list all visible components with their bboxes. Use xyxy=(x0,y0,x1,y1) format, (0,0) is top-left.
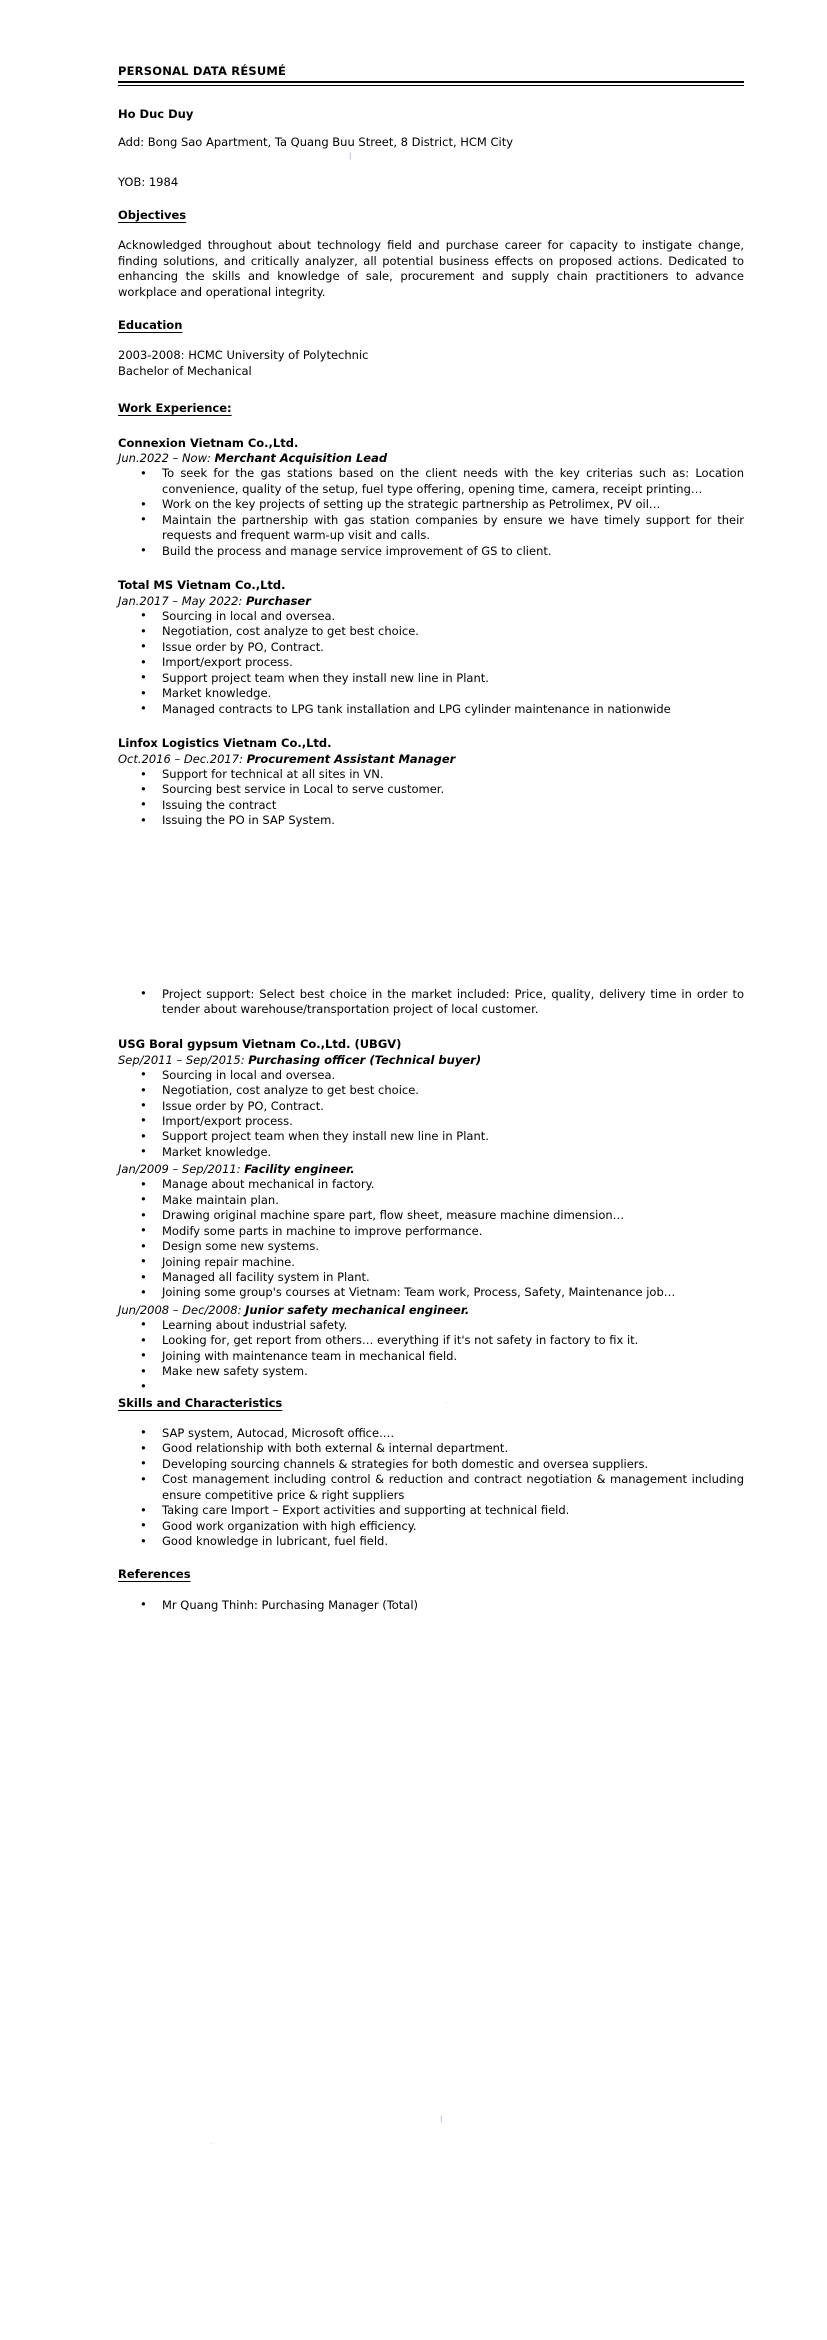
job-entry xyxy=(118,1037,744,1161)
list-item: • Cost management including control & reduction and contract negotiation & management including ensure competitive price & right suppliers xyxy=(118,1472,744,1503)
job-company: Connexion Vietnam Co.,Ltd. xyxy=(118,435,299,450)
list-item: • Drawing original machine spare part, flow sheet, measure machine dimension… xyxy=(118,1208,744,1223)
job-period: Sep/2011 – Sep/2015: xyxy=(118,1052,249,1067)
objectives-heading: Objectives xyxy=(118,208,187,223)
list-item: • Good knowledge in lubricant, fuel field. xyxy=(118,1534,744,1549)
list-item: • Project support: Select best choice in the market included: Price, quality, delivery time in order to tender about warehouse/transportation project of local customer. xyxy=(118,987,744,1018)
list-item: • Support for technical at all sites in VN. xyxy=(118,767,744,782)
list-item: • Looking for, get report from others… everything if it's not safety in factory to fix it. xyxy=(118,1333,744,1348)
job-company: Total MS Vietnam Co.,Ltd. xyxy=(118,578,286,593)
work-experience-section xyxy=(118,383,744,416)
list-item: • To seek for the gas stations based on the client needs with the key criterias such as: Location convenience, quality of the setup, fuel type offering, opening time, camera, receipt printing… xyxy=(118,466,744,497)
scan-artifact-mark: · xyxy=(210,2140,213,2148)
job-period-role xyxy=(118,451,744,466)
list-item: • Managed all facility system in Plant. xyxy=(118,1270,744,1285)
objectives-text: Acknowledged throughout about technology field and purchase career for capacity to instigate change, finding solutions, and critically analyzer, all potential business effects on proposed actions. Dedicated to enhancing the skills and knowledge of sale, procurement and supply chain practitioners to advance workplace and operational integrity. xyxy=(118,238,744,299)
education-heading: Education xyxy=(118,318,183,333)
list-item: • Good relationship with both external & internal department. xyxy=(118,1441,744,1456)
list-item: • Support project team when they install new line in Plant. xyxy=(118,1129,744,1144)
job-period: Jun/2008 – Dec/2008: xyxy=(118,1302,246,1317)
references-bullet-list xyxy=(118,1598,744,1613)
list-item: • Maintain the partnership with gas station companies by ensure we have timely support for their requests and frequent warm-up visit and calls. xyxy=(118,513,744,544)
list-item: • Design some new systems. xyxy=(118,1239,744,1254)
job-role: Purchasing officer (Technical buyer) xyxy=(248,1052,482,1067)
scan-artifact-mark: · xyxy=(445,1399,448,1407)
list-item: • Market knowledge. xyxy=(118,1145,744,1160)
job-period-role xyxy=(118,752,744,767)
skills-heading: Skills and Characteristics xyxy=(118,1395,283,1410)
list-item: • Modify some parts in machine to improve performance. xyxy=(118,1224,744,1239)
job-company: Linfox Logistics Vietnam Co.,Ltd. xyxy=(118,736,332,751)
job-entry xyxy=(118,436,744,560)
list-item: • SAP system, Autocad, Microsoft office.… xyxy=(118,1426,744,1441)
list-item: • Learning about industrial safety. xyxy=(118,1318,744,1333)
list-item: • Negotiation, cost analyze to get best choice. xyxy=(118,624,744,639)
education-details xyxy=(118,348,744,379)
job-role: Merchant Acquisition Lead xyxy=(214,451,388,466)
list-item: • Issue order by PO, Contract. xyxy=(118,640,744,655)
job-bullet-list xyxy=(118,1068,744,1161)
references-section xyxy=(118,1549,744,1582)
job-bullet-list xyxy=(118,1177,744,1301)
list-item: • Joining with maintenance team in mechanical field. xyxy=(118,1349,744,1364)
job-role: Purchaser xyxy=(245,594,311,609)
list-item-empty xyxy=(118,1380,744,1395)
education-line-2: Bachelor of Mechanical xyxy=(118,363,252,378)
list-item: • Market knowledge. xyxy=(118,686,744,701)
job-period: Jan/2009 – Sep/2011: xyxy=(118,1162,245,1177)
job-role: Facility engineer. xyxy=(244,1162,355,1177)
list-item: • Managed contracts to LPG tank installation and LPG cylinder maintenance in nationwide xyxy=(118,702,744,717)
job-role: Junior safety mechanical engineer. xyxy=(245,1302,470,1317)
job-company: USG Boral gypsum Vietnam Co.,Ltd. (UBGV) xyxy=(118,1036,402,1051)
list-item: • Good work organization with high efficiency. xyxy=(118,1519,744,1534)
resume-content xyxy=(118,0,744,1613)
job-role: Procurement Assistant Manager xyxy=(246,752,456,767)
job-bullet-list xyxy=(118,466,744,559)
list-item: • Sourcing in local and oversea. xyxy=(118,609,744,624)
skills-bullet-list xyxy=(118,1426,744,1550)
list-item: • Joining some group's courses at Vietnam: Team work, Process, Safety, Maintenance job… xyxy=(118,1285,744,1300)
job-entry xyxy=(118,578,744,717)
list-item: • Sourcing in local and oversea. xyxy=(118,1068,744,1083)
education-section xyxy=(118,300,744,333)
education-line-1: 2003-2008: HCMC University of Polytechnic xyxy=(118,348,369,363)
job-bullet-list xyxy=(118,609,744,717)
list-item: • Manage about mechanical in factory. xyxy=(118,1177,744,1192)
list-item: • Issuing the contract xyxy=(118,798,744,813)
job-period: Jan.2017 – May 2022: xyxy=(118,594,246,609)
scan-artifact-mark: | xyxy=(440,2115,443,2123)
job-period-role xyxy=(118,594,744,609)
list-item: • Work on the key projects of setting up the strategic partnership as Petrolimex, PV oil… xyxy=(118,497,744,512)
job-period: Oct.2016 – Dec.2017: xyxy=(118,752,247,767)
list-item: • Taking care Import – Export activities and supporting at technical field. xyxy=(118,1503,744,1518)
job-period-role xyxy=(118,1303,744,1318)
list-item: • Issue order by PO, Contract. xyxy=(118,1099,744,1114)
list-item: • Joining repair machine. xyxy=(118,1255,744,1270)
list-item: • Import/export process. xyxy=(118,655,744,670)
candidate-address: Add: Bong Sao Apartment, Ta Quang Buu Street, 8 District, HCM City xyxy=(118,134,514,149)
list-item: • Make new safety system. xyxy=(118,1364,744,1379)
role-entry xyxy=(118,1162,744,1301)
title-divider xyxy=(118,81,744,85)
job-period-role xyxy=(118,1053,744,1068)
list-item: • Make maintain plan. xyxy=(118,1193,744,1208)
job-bullet-list xyxy=(118,1318,744,1395)
list-item: • Mr Quang Thinh: Purchasing Manager (Total) xyxy=(118,1598,744,1613)
work-experience-heading: Work Experience: xyxy=(118,401,232,416)
list-item: • Sourcing best service in Local to serve customer. xyxy=(118,782,744,797)
job-period: Jun.2022 – Now: xyxy=(118,451,215,466)
role-entry xyxy=(118,1303,744,1395)
list-item: • Support project team when they install new line in Plant. xyxy=(118,671,744,686)
list-item: • Import/export process. xyxy=(118,1114,744,1129)
list-item: • Developing sourcing channels & strategies for both domestic and oversea suppliers. xyxy=(118,1457,744,1472)
list-item: • Build the process and manage service improvement of GS to client. xyxy=(118,544,744,559)
list-item: • Issuing the PO in SAP System. xyxy=(118,813,744,828)
candidate-yob: YOB: 1984 xyxy=(118,174,179,189)
job-entry xyxy=(118,736,744,829)
objectives-section xyxy=(118,190,744,223)
document-title: PERSONAL DATA RÉSUMÉ xyxy=(118,64,287,78)
job-bullet-list xyxy=(118,767,744,829)
scan-artifact-mark: | xyxy=(349,152,352,160)
continued-bullet-list xyxy=(118,987,744,1018)
page-break-gap xyxy=(118,829,744,987)
job-period-role xyxy=(118,1162,744,1177)
references-heading: References xyxy=(118,1567,191,1582)
candidate-name: Ho Duc Duy xyxy=(118,106,194,121)
list-item: • Negotiation, cost analyze to get best choice. xyxy=(118,1083,744,1098)
